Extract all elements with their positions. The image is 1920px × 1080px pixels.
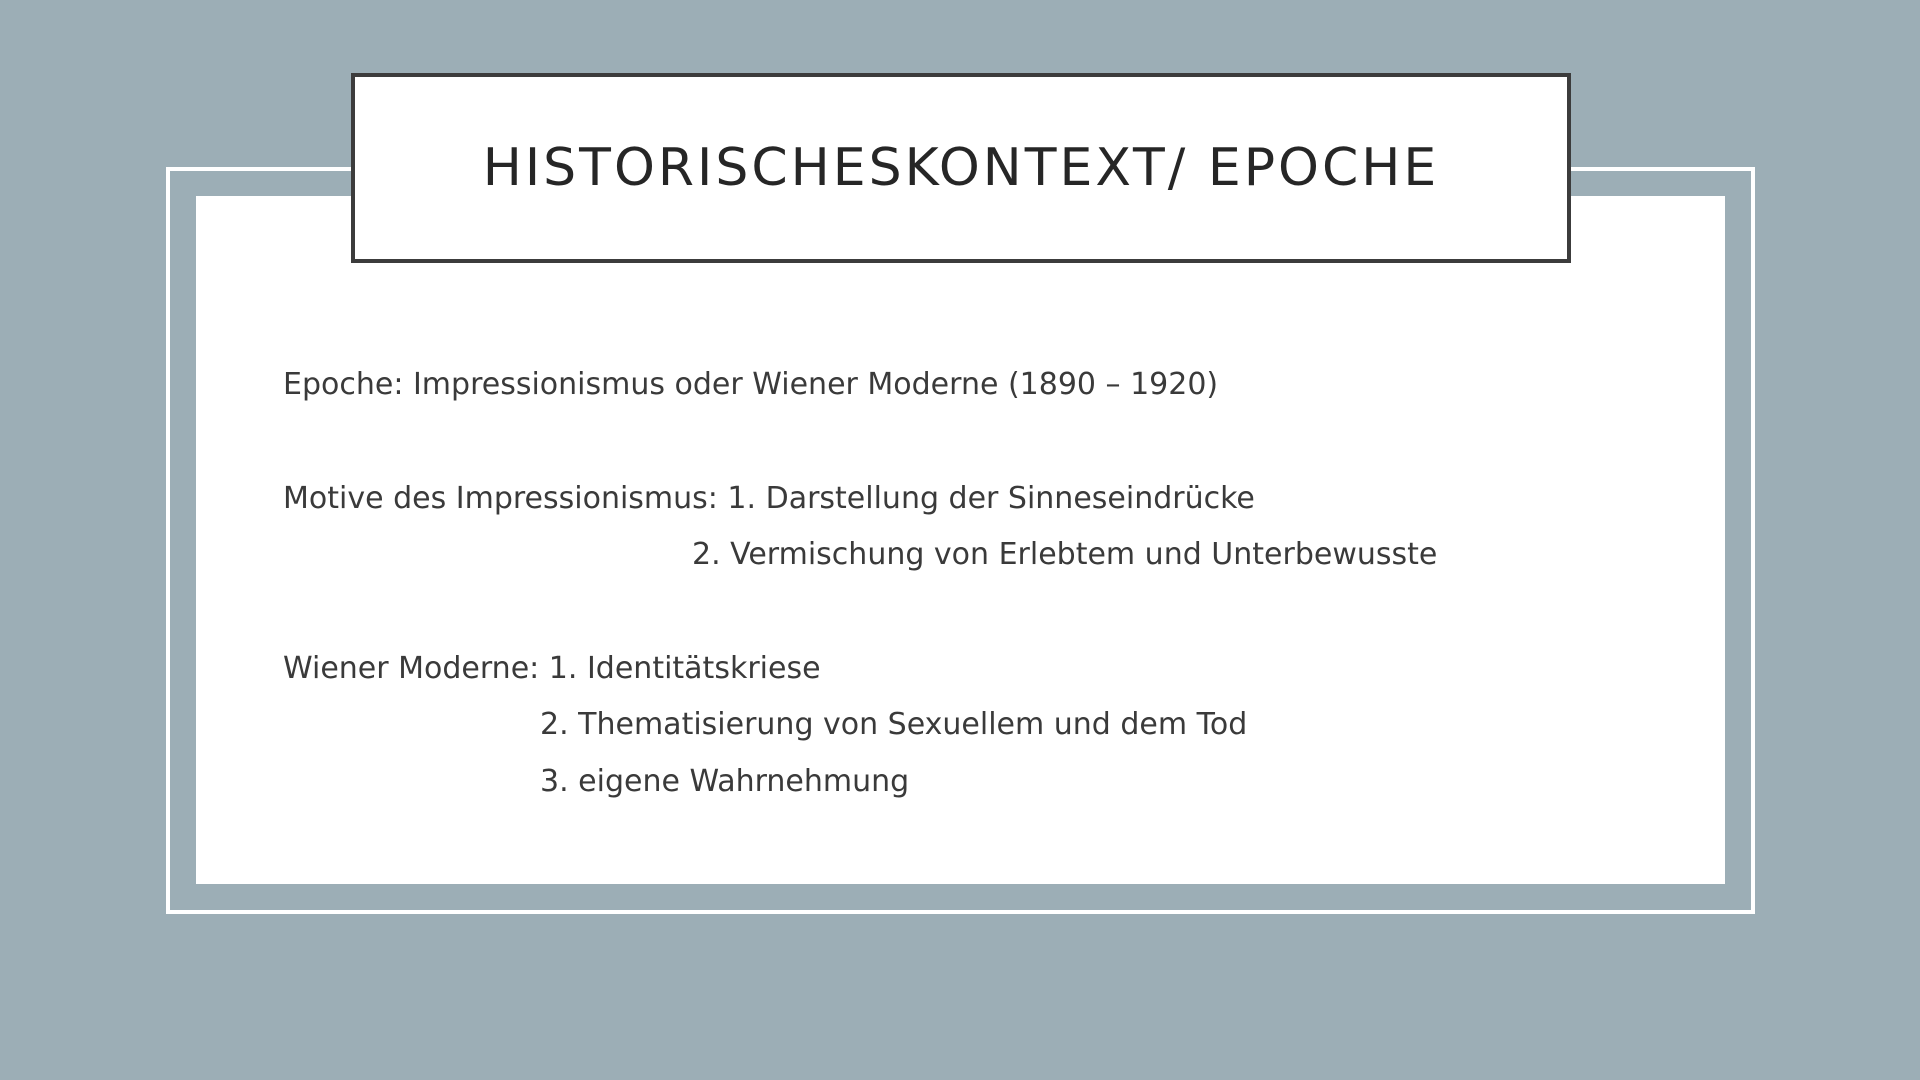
motive-line-2: 2. Vermischung von Erlebtem und Unterbewusste bbox=[692, 537, 1438, 572]
slide-title: HISTORISCHESKONTEXT/ EPOCHE bbox=[482, 138, 1440, 198]
wiener-moderne-line-1: Wiener Moderne: 1. Identitätskriese bbox=[283, 651, 821, 686]
epoche-line: Epoche: Impressionismus oder Wiener Moderne (1890 – 1920) bbox=[283, 367, 1219, 402]
title-box bbox=[351, 73, 1571, 263]
wiener-moderne-line-3: 3. eigene Wahrnehmung bbox=[540, 764, 910, 799]
wiener-moderne-line-2: 2. Thematisierung von Sexuellem und dem Tod bbox=[540, 707, 1248, 742]
motive-line-1: Motive des Impressionismus: 1. Darstellung der Sinneseindrücke bbox=[283, 481, 1255, 516]
